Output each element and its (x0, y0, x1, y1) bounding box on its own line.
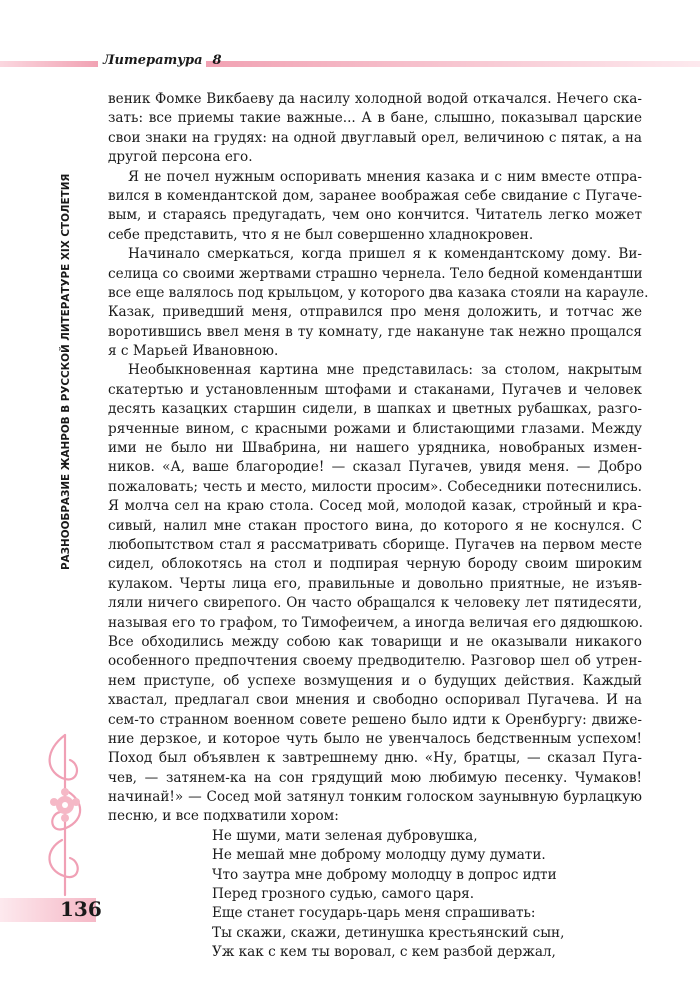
running-header (103, 53, 222, 68)
poem-line: Не мешай мне доброму молодцу думу думати. (212, 847, 546, 864)
text-line: веник Фомке Викбаеву да насилу холодной водой откачался. Нечего ска- (108, 91, 642, 107)
poem-line: Не шуми, мати зеленая дубровушка, (212, 827, 478, 844)
header-grade: 8 (212, 53, 222, 68)
poem-line: Уж как с кем ты воровал, с кем разбой держал, (212, 944, 556, 961)
text-line: сидел, облокотясь на стол и подпирая черную бороду своим широким (108, 556, 642, 573)
text-line: зать: все приемы такие важные... А в бане, слышно, показывал царские (108, 110, 642, 127)
text-line: сивый, налил мне стакан простого вина, до которого я не коснулся. С (108, 517, 642, 534)
text-line: пожаловать; честь и место, милости просим». Собеседники потеснились. (108, 478, 642, 495)
side-section-label: РАЗНООБРАЗИЕ ЖАНРОВ В РУССКОЙ ЛИТЕРАТУРЕ XIX СТОЛЕТИЯ (60, 173, 72, 570)
body-text (108, 90, 649, 963)
poem-line: Перед грозного судью, самого царя. (212, 886, 475, 903)
text-line: вился в комендантской дом, заранее воображая себе свидание с Пугаче- (108, 187, 642, 204)
text-line: начинай!» — Сосед мой затянул тонким голоском заунывную бурлацкую (108, 789, 642, 806)
text-line: сем-то странном военном совете решено было идти к Оренбургу: движе- (108, 711, 642, 728)
text-line: Необыкновенная картина мне представилась: за столом, накрытым (128, 362, 642, 379)
text-line: другой персона его. (108, 149, 253, 166)
text-line: Все обходились между собою как товарищи и не оказывали никакого (108, 633, 642, 650)
poem-line: Ты скажи, скажи, детинушка крестьянский сын, (212, 924, 565, 941)
header-rule-left (0, 61, 98, 67)
text-line: все еще валялось под крыльцом, у которого два казака стояли на карауле. (108, 284, 649, 301)
text-line: кулаком. Черты лица его, правильные и довольно приятные, не изъяв- (108, 575, 642, 592)
text-line: песню, и все подхватили хором: (108, 808, 339, 825)
text-line: хвастал, предлагал свои мнения и свободно оспоривал Пугачева. И на (108, 692, 642, 709)
floral-ornament-icon (40, 730, 90, 900)
text-line: ников. «А, ваше благородие! — сказал Пугачев, увидя меня. — Добро (108, 459, 642, 476)
header-subject: Литература (103, 53, 203, 68)
text-line: Я молча сел на краю стола. Сосед мой, молодой казак, стройный и кра- (108, 498, 642, 515)
text-line: свои знаки на грудях: на одной двуглавый орел, величиною с пятак, а на (108, 129, 642, 146)
text-line: особенного предпочтения своему предводителю. Разговор шел об утрен- (108, 653, 642, 670)
text-line: любопытством стал я рассматривать сборище. Пугачев на первом месте (108, 536, 642, 553)
text-line: скатертью и установленным штофами и стаканами, Пугачев и человек (108, 381, 642, 398)
text-line: ряченные вином, с красными рожами и блистающими глазами. Между (108, 420, 642, 437)
header-rule-right (206, 61, 700, 67)
text-line: себе представить, что я не был совершенно хладнокровен. (108, 226, 534, 243)
text-line: Поход был объявлен к завтрешнему дню. «Ну, братцы, — сказал Пуга- (108, 750, 642, 767)
text-line: ние дерзкое, и которое чуть было не увенчалось бедственным успехом! (108, 730, 642, 747)
text-line: селица со своими жертвами страшно чернела. Тело бедной комендантши (108, 265, 643, 282)
poem-line: Еще станет государь-царь меня спрашивать: (212, 905, 536, 922)
text-line: вым, и стараясь предугадать, чем оно кончится. Читатель легко может (108, 207, 642, 224)
text-line: воротившись ввел меня в ту комнату, где накануне так нежно прощался (108, 323, 642, 340)
text-line: я с Марьей Ивановною. (108, 343, 279, 360)
text-line: Я не почел нужным оспоривать мнения казака и с ним вместе отпра- (128, 168, 642, 185)
text-line: десять казацких старшин сидели, в шапках и цветных рубашках, разго- (108, 401, 642, 418)
text-line: Казак, приведший меня, отправился про меня доложить, и тотчас же (108, 304, 642, 321)
text-line: называя его то графом, то Тимофеичем, а иногда величая его дядюшкою. (108, 614, 643, 631)
text-line: нем приступе, об успехе возмущения и о будущих действия. Каждый (108, 672, 642, 689)
text-line: Начинало смеркаться, когда пришел я к комендантскому дому. Ви- (128, 246, 642, 263)
page-number: 136 (60, 897, 102, 921)
text-line: ими не было ни Швабрина, ни нашего урядника, новобраных измен- (108, 440, 642, 457)
poem-line: Что заутра мне доброму молодцу в допрос идти (212, 866, 557, 883)
text-line: чев, — затянем-ка на сон грядущий мою любимую песенку. Чумаков! (108, 769, 642, 786)
text-line: ляли ничего свирепого. Он часто обращался к человеку лет пятидесяти, (108, 595, 642, 612)
